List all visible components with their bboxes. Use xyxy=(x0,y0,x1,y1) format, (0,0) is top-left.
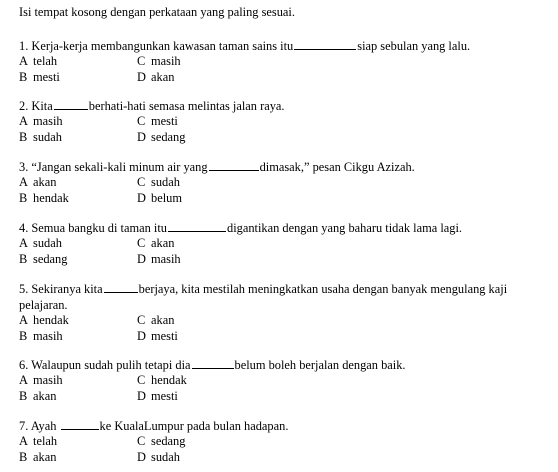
stem-after: siap sebulan yang lalu. xyxy=(357,39,471,53)
option-c[interactable]: C masih xyxy=(137,54,181,68)
answer-blank[interactable] xyxy=(168,220,226,232)
stem-before: Kerja-kerja membangunkan kawasan taman sains itu xyxy=(31,39,294,53)
option-a[interactable]: A akan xyxy=(19,175,57,189)
option-c[interactable]: C akan xyxy=(137,313,175,327)
option-b[interactable]: B akan xyxy=(19,388,57,403)
option-b[interactable]: B sudah xyxy=(19,129,62,144)
question-3 xyxy=(19,159,554,206)
option-a[interactable]: A masih xyxy=(19,373,63,387)
question-7 xyxy=(19,418,554,465)
question-number: 5. xyxy=(19,282,29,296)
question-number: 7. xyxy=(19,419,29,433)
option-d[interactable]: D akan xyxy=(137,69,175,84)
question-number: 1. xyxy=(19,39,29,53)
answer-blank[interactable] xyxy=(104,281,138,293)
stem-after: dimasak,” pesan Cikgu Azizah. xyxy=(259,160,415,174)
option-d[interactable]: D mesti xyxy=(137,328,178,343)
question-stem xyxy=(19,418,554,434)
question-number: 4. xyxy=(19,221,29,235)
option-c[interactable]: C akan xyxy=(137,236,175,250)
answer-blank[interactable] xyxy=(192,357,234,369)
question-stem xyxy=(19,220,554,236)
option-d[interactable]: D sedang xyxy=(137,129,186,144)
option-d[interactable]: D belum xyxy=(137,190,182,205)
answer-blank[interactable] xyxy=(54,98,88,110)
stem-before: Kita xyxy=(31,99,53,113)
question-1 xyxy=(19,38,554,85)
option-a[interactable]: A telah xyxy=(19,434,58,448)
option-a[interactable]: A hendak xyxy=(19,313,69,327)
stem-before: Walaupun sudah pulih tetapi dia xyxy=(31,358,191,372)
question-5 xyxy=(19,281,554,344)
answer-blank[interactable] xyxy=(294,38,356,50)
question-stem xyxy=(19,98,554,114)
option-c[interactable]: C sedang xyxy=(137,434,186,448)
options xyxy=(19,313,554,344)
option-b[interactable]: B mesti xyxy=(19,69,60,84)
options xyxy=(19,373,554,404)
stem-before: Ayah xyxy=(30,419,57,433)
stem-after: berhati-hati semasa melintas jalan raya. xyxy=(88,99,285,113)
question-stem xyxy=(19,281,544,313)
question-number: 6. xyxy=(19,358,29,372)
option-a[interactable]: A masih xyxy=(19,114,63,128)
option-b[interactable]: B hendak xyxy=(19,190,69,205)
option-a[interactable]: A sudah xyxy=(19,236,62,250)
question-stem xyxy=(19,159,554,175)
stem-before: Semua bangku di taman itu xyxy=(31,221,167,235)
stem-before: Sekiranya kita xyxy=(31,282,103,296)
question-4 xyxy=(19,220,554,267)
stem-after: berjaya, kita mestilah meningkatkan usaha dengan banyak mengulang kaji pelajaran. xyxy=(19,282,508,312)
option-d[interactable]: D mesti xyxy=(137,388,178,403)
option-d[interactable]: D sudah xyxy=(137,449,180,464)
option-a[interactable]: A telah xyxy=(19,54,58,68)
stem-before: “Jangan sekali-kali minum air yang xyxy=(31,160,208,174)
question-6 xyxy=(19,357,554,404)
question-stem xyxy=(19,38,554,54)
options xyxy=(19,175,554,206)
stem-after: ke KualaLumpur pada bulan hadapan. xyxy=(99,419,289,433)
question-number: 2. xyxy=(19,99,29,113)
stem-after: digantikan dengan yang baharu tidak lama lagi. xyxy=(227,221,462,235)
stem-after: belum boleh berjalan dengan baik. xyxy=(234,358,406,372)
option-b[interactable]: B akan xyxy=(19,449,57,464)
question-2 xyxy=(19,98,554,145)
option-c[interactable]: C sudah xyxy=(137,175,180,189)
options xyxy=(19,236,554,267)
answer-blank[interactable] xyxy=(61,418,99,430)
question-stem xyxy=(19,357,554,373)
options xyxy=(19,434,554,465)
option-c[interactable]: C hendak xyxy=(137,373,187,387)
options xyxy=(19,54,554,85)
option-c[interactable]: C mesti xyxy=(137,114,178,128)
option-b[interactable]: B masih xyxy=(19,328,63,343)
options xyxy=(19,114,554,145)
option-b[interactable]: B sedang xyxy=(19,251,68,266)
option-d[interactable]: D masih xyxy=(137,251,181,266)
instruction: Isi tempat kosong dengan perkataan yang paling sesuai. xyxy=(19,5,295,19)
question-number: 3. xyxy=(19,160,29,174)
answer-blank[interactable] xyxy=(209,159,259,171)
